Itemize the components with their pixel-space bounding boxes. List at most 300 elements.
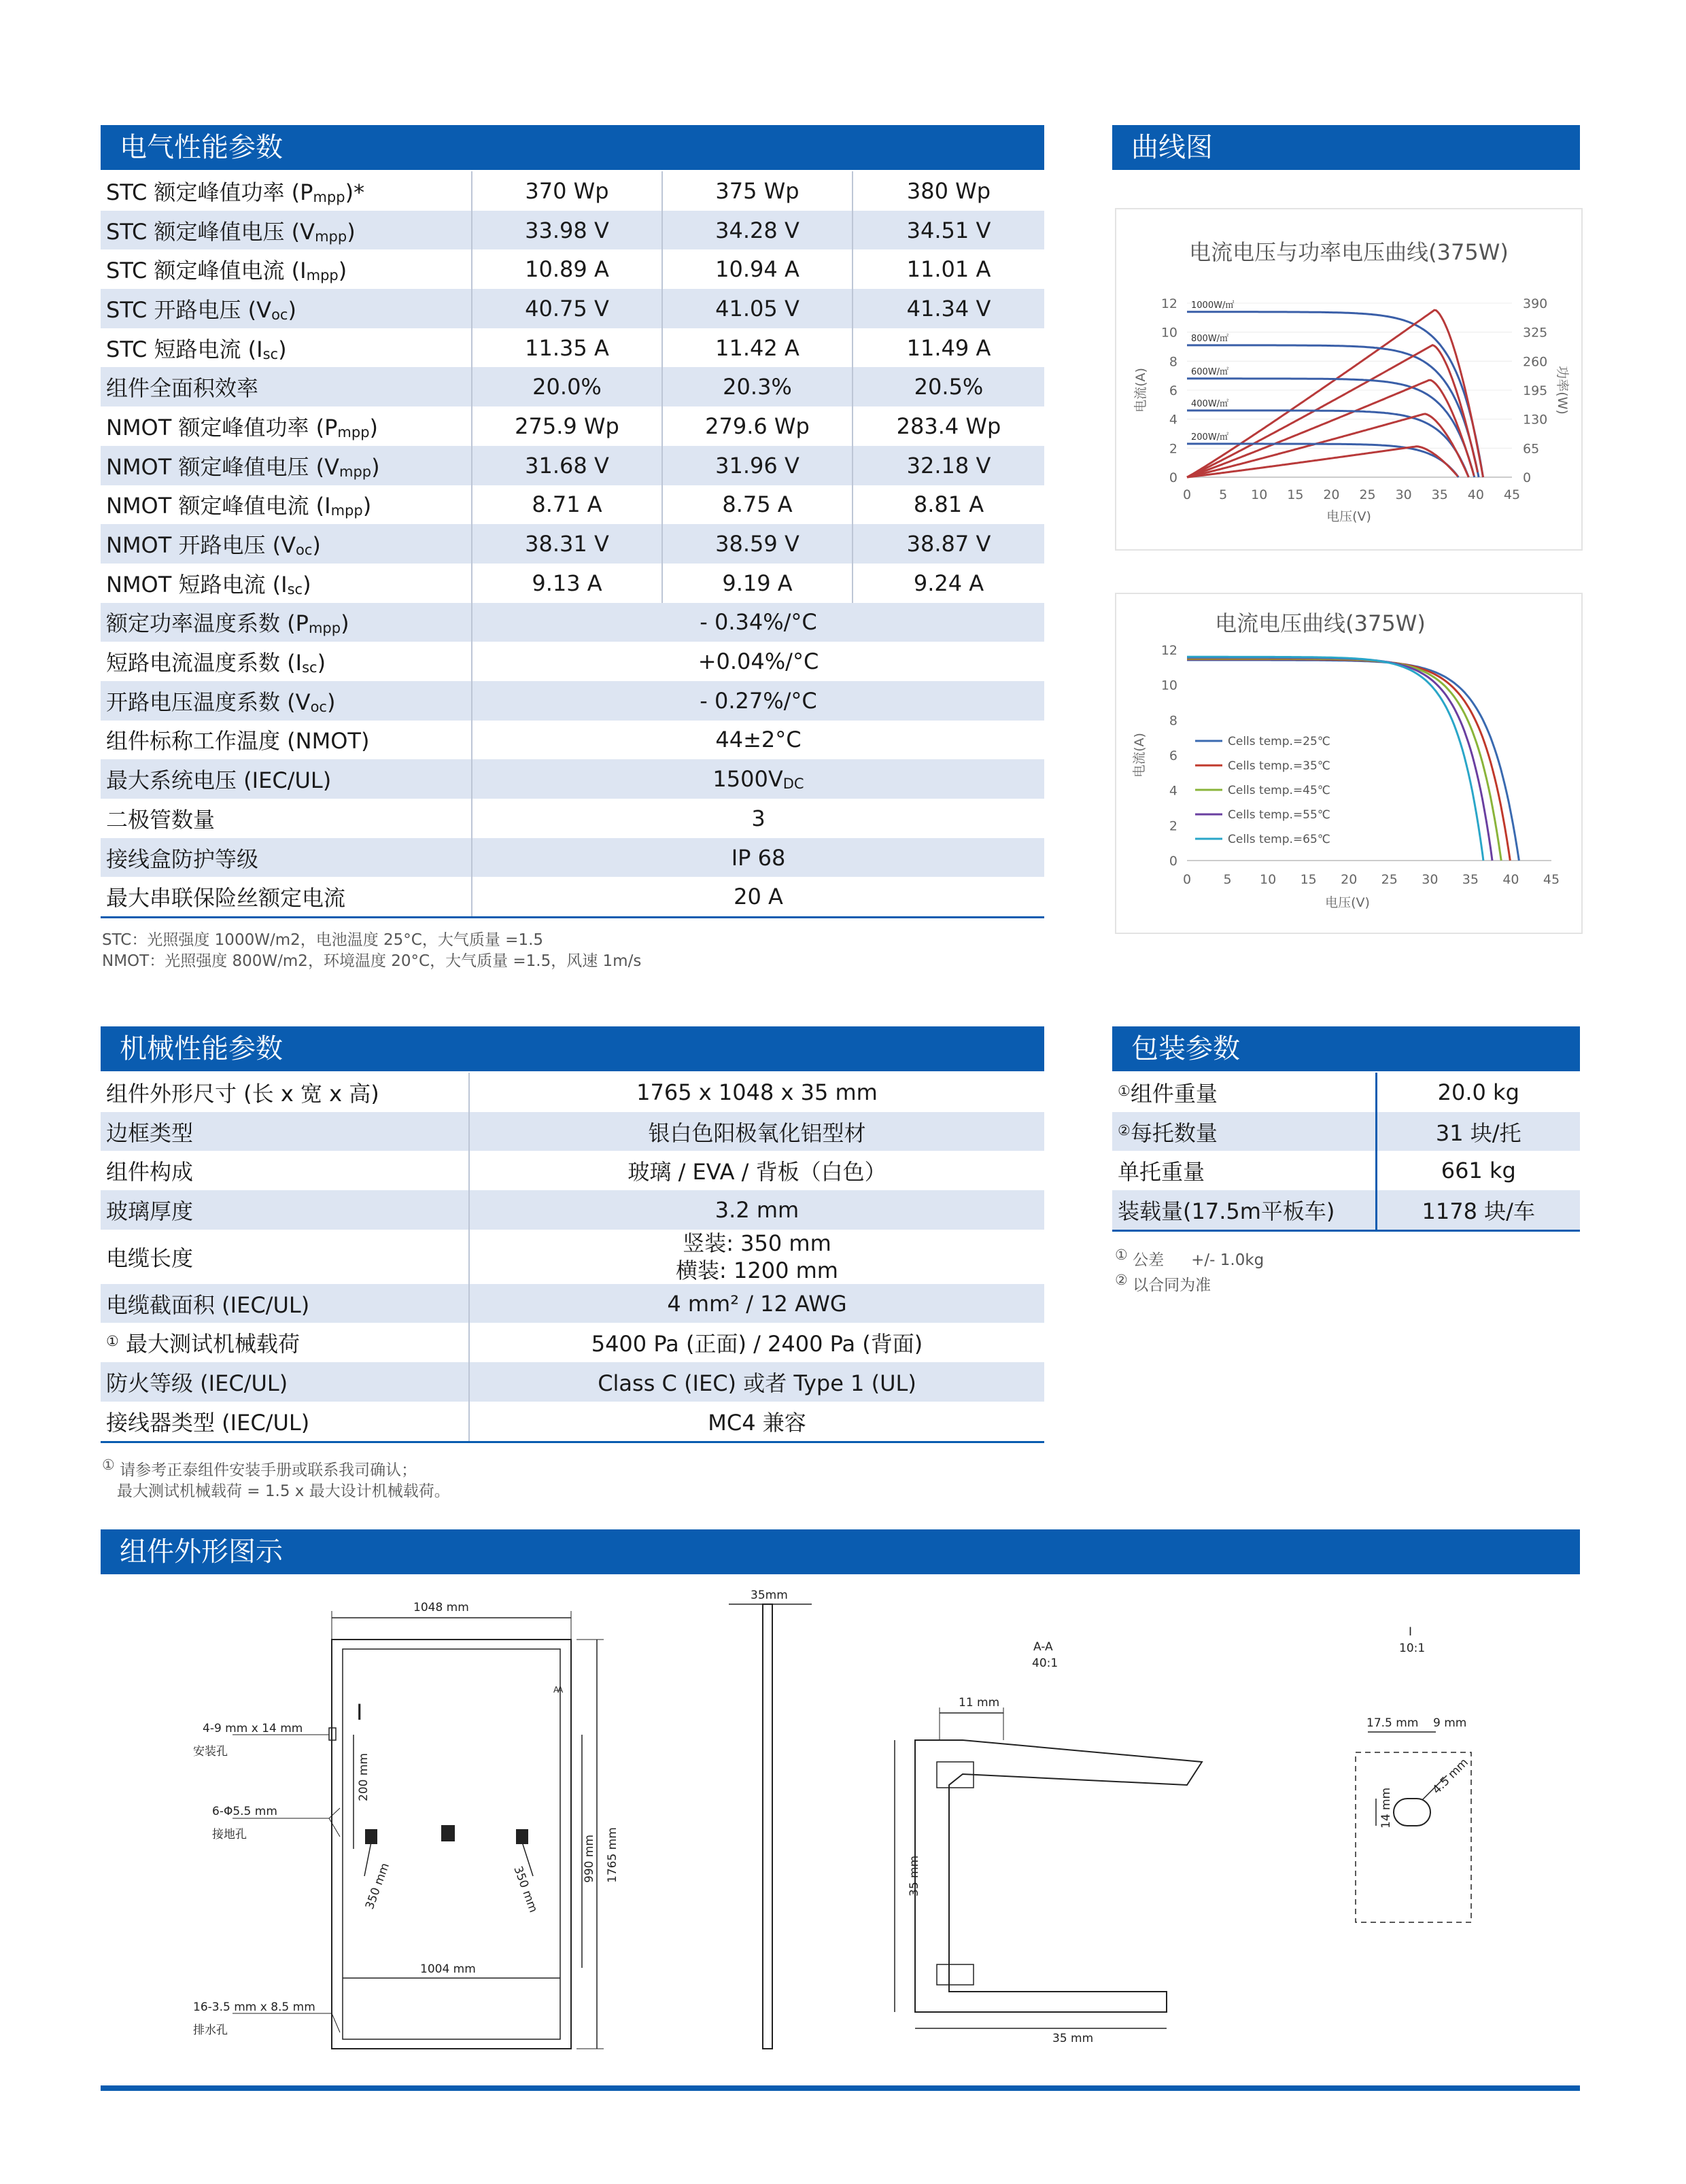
y2-tick-label: 260 (1523, 354, 1548, 370)
electrical-row (101, 564, 1044, 603)
dim-slot-h: 14 mm (1379, 1787, 1393, 1828)
section-letter-left: A (553, 1685, 560, 1695)
electrical-value-1 (662, 328, 853, 368)
electrical-value-1 (662, 249, 853, 289)
param-name: 每托数量 (1130, 1120, 1218, 1146)
mount-hole-spec: 4-9 mm x 14 mm (203, 1722, 303, 1735)
electrical-param-label (101, 485, 472, 525)
value-subscript: DC (782, 776, 804, 793)
param-name: NMOT 额定峰值电流 (I (106, 493, 331, 519)
y-tick-label: 0 (1169, 470, 1177, 485)
value-text: MC4 兼容 (708, 1409, 806, 1436)
value-text: - 0.34%/°C (700, 609, 817, 636)
param-name: STC 额定峰值电压 (V (106, 218, 315, 245)
y-axis-label: 电流(A) (1133, 368, 1148, 413)
value-text: 8.71 A (532, 491, 602, 518)
packaging-notes (1115, 1245, 1264, 1296)
param-subscript: oc (296, 542, 313, 559)
curves-section-title: 曲线图 (1112, 125, 1580, 170)
y-tick-label: 2 (1169, 441, 1177, 457)
drawing-section-title: 组件外形图示 (101, 1529, 1580, 1574)
param-subscript: mpp (313, 188, 345, 205)
x-tick-label: 35 (1462, 872, 1479, 887)
param-name: STC 开路电压 (V (106, 296, 272, 323)
value-text: 31 块/托 (1435, 1120, 1521, 1146)
electrical-value-shared (472, 799, 1044, 838)
mechanical-param-label (101, 1362, 469, 1402)
param-subscript: oc (310, 698, 327, 715)
y-tick-label: 6 (1169, 383, 1177, 398)
value-text: 38.31 V (525, 531, 609, 557)
mechanical-row (101, 1362, 1044, 1402)
module-drawings (101, 1584, 1580, 2080)
mechanical-row (101, 1112, 1044, 1151)
mech-note-2: 最大测试机械载荷 = 1.5 x 最大设计机械载荷。 (117, 1483, 450, 1500)
param-suffix: ) (371, 453, 380, 480)
ground-hole-label: 接地孔 (212, 1828, 247, 1841)
value-text: 10.94 A (715, 256, 799, 283)
x-tick-label: 40 (1502, 872, 1519, 887)
irradiance-label: 1000W/㎡ (1191, 300, 1235, 311)
param-name: NMOT 额定峰值电压 (V (106, 453, 340, 480)
param-name: 玻璃厚度 (106, 1198, 194, 1224)
param-name: 开路电压温度系数 (V (106, 689, 311, 715)
param-name: 短路电流温度系数 (I (106, 650, 303, 676)
value-text: 34.28 V (715, 217, 799, 243)
value-text: 10.89 A (525, 256, 609, 283)
mechanical-row (101, 1284, 1044, 1323)
power-curve-2 (1187, 380, 1474, 477)
electrical-row (101, 838, 1044, 878)
mechanical-spec-table (101, 1073, 1044, 1443)
x-tick-label: 30 (1422, 872, 1439, 887)
dim-slot-b: 9 mm (1433, 1716, 1467, 1730)
mech-note-1: 请参考正泰组件安装手册或联系我司确认； (120, 1461, 417, 1479)
electrical-value-shared (472, 759, 1044, 799)
value-text: 370 Wp (525, 177, 609, 204)
electrical-value-2 (853, 328, 1044, 368)
packaging-param-label (1112, 1073, 1376, 1112)
mechanical-value (469, 1284, 1044, 1323)
electrical-value-0 (472, 289, 662, 328)
section-letter-right: A (557, 1685, 564, 1695)
electrical-param-label (101, 721, 472, 760)
junction-box-left (366, 1830, 377, 1843)
y2-tick-label: 65 (1523, 441, 1540, 457)
dim-350-right: 350 mm (511, 1864, 540, 1915)
value-text: 41.34 V (906, 295, 991, 322)
value-text: 11.42 A (715, 334, 799, 361)
dim-thickness: 35mm (751, 1589, 788, 1602)
electrical-value-1 (662, 446, 853, 485)
value-text: +0.04%/°C (698, 648, 819, 675)
y-tick-label: 6 (1169, 748, 1177, 763)
value-text: 11.01 A (906, 256, 991, 283)
electrical-row (101, 524, 1044, 564)
y-tick-label: 4 (1169, 412, 1177, 428)
y-tick-label: 10 (1160, 678, 1177, 693)
x-axis-label: 电压(V) (1325, 895, 1370, 910)
iv-temp-chart-panel (1115, 593, 1583, 934)
chart-title: 电流电压与功率电压曲线(375W) (1189, 239, 1509, 265)
side-profile (763, 1604, 772, 2049)
electrical-value-shared (472, 877, 1044, 917)
drain-hole-label: 排水孔 (193, 2024, 228, 2037)
packaging-section-title: 包装参数 (1112, 1026, 1580, 1071)
value-text: 1500V (712, 766, 783, 793)
param-name: 电缆长度 (106, 1245, 194, 1271)
electrical-value-2 (853, 289, 1044, 328)
electrical-value-0 (472, 485, 662, 525)
irradiance-label: 600W/㎡ (1191, 366, 1229, 377)
packaging-row (1112, 1151, 1580, 1190)
param-suffix: ) (338, 258, 347, 284)
mount-hole-label: 安装孔 (193, 1745, 228, 1758)
mechanical-value (469, 1151, 1044, 1190)
irradiance-label: 800W/㎡ (1191, 333, 1229, 344)
dim-mount-pitch: 990 mm (583, 1835, 596, 1883)
electrical-param-label (101, 328, 472, 368)
electrical-value-shared (472, 681, 1044, 721)
electrical-value-2 (853, 446, 1044, 485)
param-suffix: ) (312, 532, 321, 559)
x-tick-label: 20 (1341, 872, 1358, 887)
value-text: 275.9 Wp (515, 413, 619, 439)
electrical-value-shared (472, 721, 1044, 760)
pack-note-2: 以合同为准 (1133, 1277, 1211, 1294)
electrical-param-label (101, 406, 472, 446)
mechanical-value (469, 1230, 1044, 1284)
mechanical-value (469, 1402, 1044, 1442)
x-tick-label: 25 (1381, 872, 1398, 887)
y2-tick-label: 390 (1523, 296, 1548, 311)
value-text: 34.51 V (906, 217, 991, 243)
mechanical-param-label (101, 1151, 469, 1190)
electrical-value-0 (472, 524, 662, 564)
value-text: 20.0% (532, 374, 602, 400)
y-tick-label: 4 (1169, 783, 1177, 799)
param-name: 组件外形尺寸 (长 x 宽 x 高) (106, 1080, 379, 1107)
electrical-row (101, 328, 1044, 368)
x-tick-label: 5 (1219, 487, 1228, 502)
x-tick-label: 10 (1251, 487, 1268, 502)
dim-slot-r: 4.5 mm (1430, 1756, 1471, 1797)
value-text: 玻璃 / EVA / 背板（白色） (627, 1159, 887, 1185)
packaging-value (1376, 1112, 1580, 1151)
mechanical-value (469, 1323, 1044, 1362)
electrical-param-label (101, 524, 472, 564)
param-name: 二极管数量 (106, 806, 216, 833)
electrical-value-shared (472, 642, 1044, 681)
x-tick-label: 0 (1182, 487, 1192, 502)
detail-mark: I (356, 1699, 363, 1725)
electrical-value-1 (662, 171, 853, 211)
power-curve-0 (1187, 310, 1483, 477)
electrical-value-2 (853, 211, 1044, 250)
irradiance-label: 400W/㎡ (1191, 398, 1229, 409)
param-subscript: mpp (330, 502, 363, 519)
electrical-value-2 (853, 171, 1044, 211)
electrical-value-1 (662, 524, 853, 564)
electrical-value-1 (662, 406, 853, 446)
value-text: 4 mm² / 12 AWG (667, 1290, 847, 1317)
electrical-spec-table (101, 171, 1044, 918)
y2-tick-label: 325 (1523, 325, 1548, 341)
y2-axis-label: 功率(W) (1555, 366, 1570, 415)
param-name: NMOT 短路电流 (I (106, 571, 288, 597)
mechanical-param-label (101, 1323, 469, 1362)
mechanical-row (101, 1402, 1044, 1442)
electrical-row (101, 799, 1044, 838)
junction-box-center (442, 1826, 454, 1841)
param-subscript: sc (287, 580, 303, 597)
value-text: 1765 x 1048 x 35 mm (636, 1079, 878, 1105)
param-name: 防火等级 (IEC/UL) (106, 1370, 288, 1396)
pack-note-1-extra: +/- 1.0kg (1191, 1251, 1264, 1269)
frame-section-profile (915, 1740, 1202, 2012)
electrical-value-0 (472, 171, 662, 211)
electrical-notes (102, 930, 641, 972)
dim-frame-width: 11 mm (959, 1696, 1000, 1710)
value-text: 8.75 A (722, 491, 793, 518)
value-text: 5400 Pa (正面) / 2400 Pa (背面) (591, 1331, 923, 1357)
electrical-value-1 (662, 367, 853, 406)
electrical-value-0 (472, 446, 662, 485)
value-text: 380 Wp (906, 177, 991, 204)
electrical-value-1 (662, 289, 853, 328)
packaging-value (1376, 1073, 1580, 1112)
mechanical-param-label (101, 1402, 469, 1442)
value-text: 1178 块/车 (1422, 1198, 1535, 1224)
dim-350-left: 350 mm (362, 1861, 392, 1911)
param-name: 边框类型 (106, 1120, 194, 1146)
param-name: NMOT 额定峰值功率 (P (106, 414, 338, 440)
param-name: 组件全面积效率 (106, 375, 259, 402)
param-subscript: mpp (308, 620, 341, 637)
x-tick-label: 25 (1359, 487, 1376, 502)
electrical-value-1 (662, 564, 853, 603)
x-tick-label: 45 (1543, 872, 1560, 887)
x-tick-label: 20 (1323, 487, 1340, 502)
x-axis-label: 电压(V) (1326, 509, 1371, 524)
electrical-row (101, 367, 1044, 406)
param-name: NMOT 开路电压 (V (106, 532, 296, 559)
value-text: 33.98 V (525, 217, 609, 243)
value-text: 279.6 Wp (705, 413, 810, 439)
footnote-mark: ② (1118, 1122, 1131, 1139)
value-text: - 0.27%/°C (700, 687, 817, 714)
drain-hole-spec: 16-3.5 mm x 8.5 mm (193, 2000, 315, 2014)
electrical-value-1 (662, 211, 853, 250)
legend-label: Cells temp.=45℃ (1228, 784, 1330, 797)
ground-hole-spec: 6-Φ5.5 mm (212, 1805, 277, 1818)
y-tick-label: 2 (1169, 818, 1177, 834)
nmot-note: NMOT：光照强度 800W/m2，环境温度 20°C，大气质量 =1.5，风速 1m/s (102, 952, 642, 970)
electrical-param-label (101, 877, 472, 917)
param-name: 最大测试机械载荷 (118, 1331, 300, 1357)
iv-pv-chart (1116, 209, 1581, 549)
electrical-row (101, 171, 1044, 211)
param-suffix: ) (303, 571, 311, 597)
value-text: 38.59 V (715, 531, 799, 557)
param-subscript: mpp (337, 423, 370, 440)
value-text: 9.24 A (913, 570, 984, 596)
value-text: 31.96 V (715, 452, 799, 479)
x-tick-label: 45 (1503, 487, 1521, 502)
value-text: 41.05 V (715, 295, 799, 322)
electrical-param-label (101, 289, 472, 328)
dim-frame-height: 35 mm (908, 1855, 921, 1896)
electrical-param-label (101, 249, 472, 289)
electrical-row (101, 877, 1044, 917)
packaging-spec-table (1112, 1073, 1580, 1232)
x-tick-label: 10 (1260, 872, 1277, 887)
electrical-param-label (101, 681, 472, 721)
param-name: 最大系统电压 (IEC/UL) (106, 767, 332, 794)
legend-label: Cells temp.=35℃ (1228, 759, 1330, 773)
pack-note-1-mark: ① (1115, 1247, 1128, 1263)
value-text: IP 68 (731, 844, 786, 871)
mechanical-param-label (101, 1230, 469, 1284)
electrical-param-label (101, 759, 472, 799)
param-name: 接线盒防护等级 (106, 846, 259, 872)
electrical-value-2 (853, 367, 1044, 406)
param-name: 单托重量 (1118, 1159, 1205, 1185)
y-tick-label: 8 (1169, 713, 1177, 729)
mechanical-param-label (101, 1284, 469, 1323)
electrical-row (101, 406, 1044, 446)
electrical-value-2 (853, 485, 1044, 525)
footer-rule (101, 2085, 1580, 2091)
param-suffix: ) (362, 493, 372, 519)
x-tick-label: 5 (1223, 872, 1232, 887)
y2-tick-label: 195 (1523, 383, 1548, 398)
mechanical-notes (102, 1455, 450, 1502)
irradiance-label: 200W/㎡ (1191, 432, 1229, 443)
electrical-value-0 (472, 211, 662, 250)
y2-tick-label: 130 (1523, 412, 1548, 428)
dim-frame-base: 35 mm (1052, 2032, 1094, 2045)
value-text: 11.35 A (525, 334, 609, 361)
mechanical-row (101, 1151, 1044, 1190)
value-text: 20 A (734, 884, 783, 910)
packaging-value (1376, 1151, 1580, 1190)
electrical-row (101, 289, 1044, 328)
pack-note-2-mark: ② (1115, 1272, 1128, 1288)
mechanical-section-title: 机械性能参数 (101, 1026, 1044, 1071)
electrical-value-2 (853, 564, 1044, 603)
detail-i-title: I (1409, 1625, 1413, 1639)
param-subscript: oc (271, 306, 288, 323)
value-text: 9.19 A (722, 570, 793, 596)
electrical-value-0 (472, 367, 662, 406)
packaging-param-label (1112, 1190, 1376, 1230)
value-text: 38.87 V (906, 531, 991, 557)
param-name: STC 短路电流 (I (106, 336, 263, 362)
electrical-value-shared (472, 603, 1044, 642)
electrical-row (101, 681, 1044, 721)
electrical-section-title: 电气性能参数 (101, 125, 1044, 170)
param-suffix: ) (288, 296, 296, 323)
value-text: 20.5% (914, 374, 984, 400)
electrical-param-label (101, 446, 472, 485)
param-subscript: sc (262, 345, 279, 362)
packaging-row (1112, 1073, 1580, 1112)
mechanical-row (101, 1190, 1044, 1230)
dim-slot-a: 17.5 mm (1366, 1716, 1419, 1730)
value-text: 竖装: 350 mm (683, 1230, 831, 1256)
mechanical-row (101, 1073, 1044, 1112)
param-suffix: ) (317, 650, 326, 676)
value-text: 283.4 Wp (896, 413, 1001, 439)
legend-label: Cells temp.=65℃ (1228, 833, 1330, 846)
param-name: 最大串联保险丝额定电流 (106, 885, 346, 912)
packaging-param-label (1112, 1112, 1376, 1151)
value-text: 44±2°C (715, 727, 802, 753)
param-suffix: ) (347, 218, 356, 245)
electrical-value-0 (472, 564, 662, 603)
electrical-row (101, 446, 1044, 485)
mechanical-value (469, 1362, 1044, 1402)
legend-label: Cells temp.=25℃ (1228, 735, 1330, 748)
value-text: 9.13 A (532, 570, 602, 596)
legend-label: Cells temp.=55℃ (1228, 808, 1330, 822)
pack-note-1: 公差 (1133, 1251, 1165, 1269)
current-curve-0 (1187, 312, 1483, 477)
value-text: 32.18 V (906, 452, 991, 479)
slot-hole (1394, 1799, 1430, 1826)
param-name: 装载量(17.5m平板车) (1118, 1198, 1335, 1224)
value-text: 11.49 A (906, 334, 991, 361)
dim-height: 1765 mm (606, 1827, 619, 1883)
electrical-row (101, 249, 1044, 289)
dim-width: 1048 mm (413, 1601, 469, 1614)
value-text: 375 Wp (715, 177, 799, 204)
detail-i-scale: 10:1 (1399, 1642, 1426, 1655)
param-name: 组件重量 (1130, 1080, 1218, 1107)
electrical-param-label (101, 642, 472, 681)
electrical-param-label (101, 211, 472, 250)
footnote-mark: ① (106, 1333, 119, 1350)
electrical-value-2 (853, 406, 1044, 446)
param-subscript: mpp (315, 228, 347, 245)
electrical-row (101, 485, 1044, 525)
mechanical-param-label (101, 1112, 469, 1151)
value-text: Class C (IEC) 或者 Type 1 (UL) (598, 1370, 916, 1396)
mechanical-param-label (101, 1190, 469, 1230)
mech-note-mark: ① (102, 1457, 115, 1473)
param-subscript: mpp (339, 463, 372, 480)
iv-temp-chart (1116, 594, 1581, 933)
dim-inner-width: 1004 mm (420, 1962, 476, 1976)
param-subscript: sc (302, 659, 317, 676)
electrical-value-0 (472, 249, 662, 289)
chart-title: 电流电压曲线(375W) (1215, 610, 1426, 636)
value-text: 20.0 kg (1437, 1079, 1519, 1105)
value-text: 40.75 V (525, 295, 609, 322)
param-suffix: ) (278, 336, 287, 362)
electrical-row (101, 603, 1044, 642)
electrical-param-label (101, 564, 472, 603)
mechanical-value (469, 1073, 1044, 1112)
param-suffix: )* (345, 179, 365, 205)
x-tick-label: 40 (1467, 487, 1484, 502)
x-tick-label: 30 (1395, 487, 1412, 502)
stc-note: STC：光照强度 1000W/m2，电池温度 25°C，大气质量 =1.5 (102, 931, 544, 949)
x-tick-label: 35 (1431, 487, 1448, 502)
value-text: 8.81 A (913, 491, 984, 518)
value-text: 银白色阳极氧化铝型材 (648, 1120, 866, 1146)
